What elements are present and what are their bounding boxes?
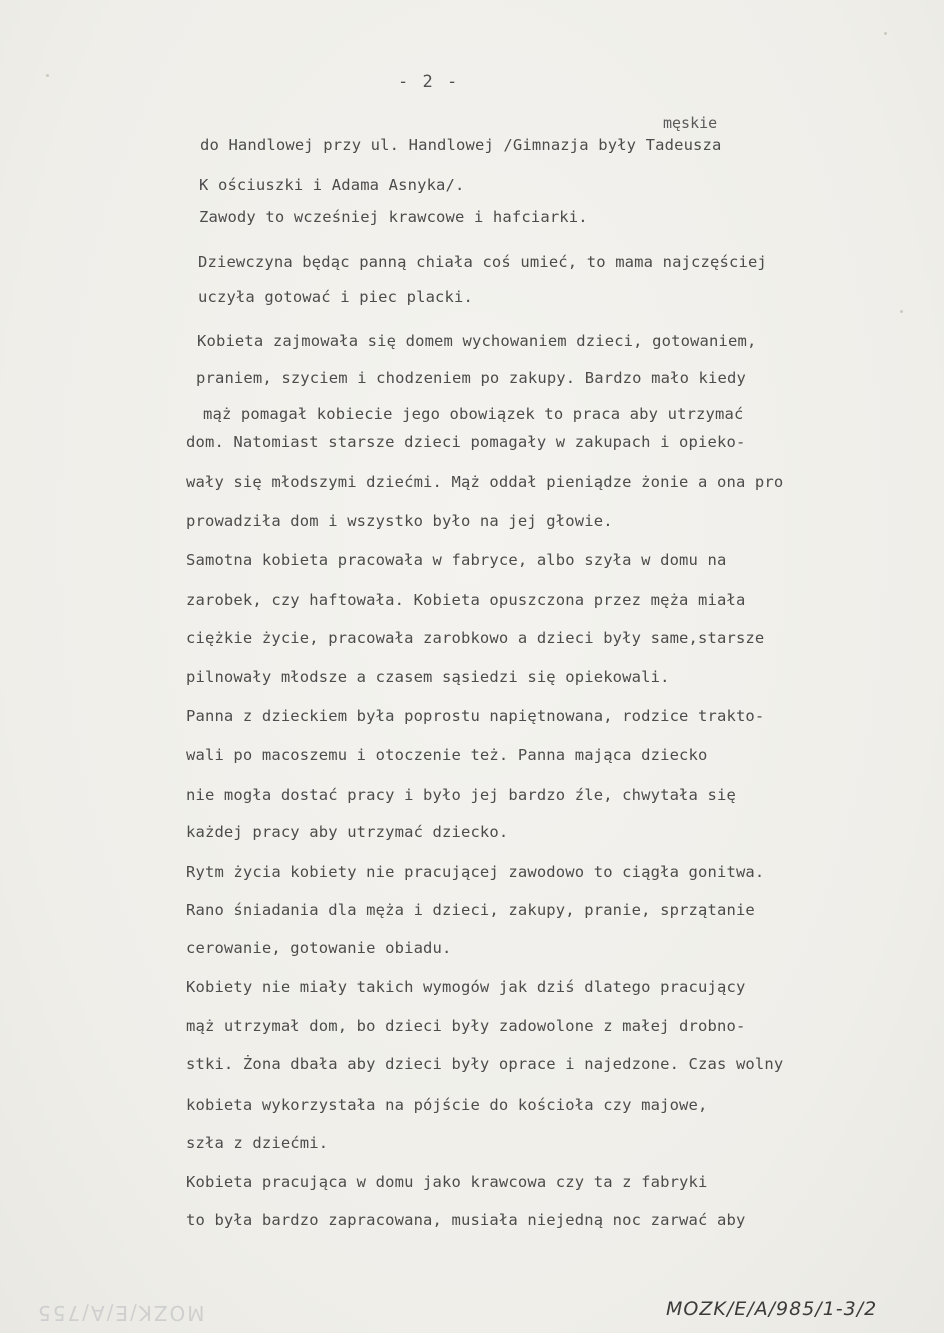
text-line: ciężkie życie, pracowała zarobkowo a dzieci były same,starsze <box>186 629 765 647</box>
text-line: każdej pracy aby utrzymać dziecko. <box>186 823 509 841</box>
text-line: K ościuszki i Adama Asnyka/. <box>199 176 465 194</box>
text-line: uczyła gotować i piec placki. <box>198 288 473 306</box>
text-line: pilnowały młodsze a czasem sąsiedzi się opiekowali. <box>186 668 670 686</box>
text-line: Panna z dzieckiem była poprostu napiętnowana, rodzice trakto- <box>186 707 765 725</box>
text-line: nie mogła dostać pracy i było jej bardzo źle, chwytała się <box>186 786 736 804</box>
text-line: zarobek, czy haftowała. Kobieta opuszczona przez męża miała <box>186 591 746 609</box>
text-line: wali po macoszemu i otoczenie też. Panna mająca dziecko <box>186 746 708 764</box>
text-line: to była bardzo zapracowana, musiała niejedną noc zarwać aby <box>186 1211 746 1229</box>
text-line: Samotna kobieta pracowała w fabryce, albo szyła w domu na <box>186 551 727 569</box>
text-line: Zawody to wcześniej krawcowe i hafciarki. <box>199 208 588 226</box>
text-line: do Handlowej przy ul. Handlowej /Gimnazja były Tadeusza <box>200 136 722 154</box>
text-line: cerowanie, gotowanie obiadu. <box>186 939 452 957</box>
text-line: szła z dziećmi. <box>186 1134 329 1152</box>
page-number: - 2 - <box>398 72 460 92</box>
text-line: Kobiety nie miały takich wymogów jak dziś dlatego pracujący <box>186 978 746 996</box>
text-line: mąż utrzymał dom, bo dzieci były zadowolone z małej drobno- <box>186 1017 746 1035</box>
text-line: Kobieta pracująca w domu jako krawcowa czy ta z fabryki <box>186 1173 708 1191</box>
text-line: Kobieta zajmowała się domem wychowaniem dzieci, gotowaniem, <box>197 332 757 350</box>
text-line: praniem, szyciem i chodzeniem po zakupy. Bardzo mało kiedy <box>196 369 746 387</box>
text-line: Rano śniadania dla męża i dzieci, zakupy, pranie, sprzątanie <box>186 901 755 919</box>
text-line: Rytm życia kobiety nie pracującej zawodowo to ciągła gonitwa. <box>186 863 765 881</box>
text-line: wały się młodszymi dziećmi. Mąż oddał pieniądze żonie a ona pro <box>186 473 784 491</box>
archive-reference: MOZK/E/A/985/1-3/2 <box>666 1298 878 1320</box>
text-line: dom. Natomiast starsze dzieci pomagały w zakupach i opieko- <box>186 433 746 451</box>
typed-insertion: męskie <box>663 114 718 132</box>
text-line: mąż pomagał kobiecie jego obowiązek to praca aby utrzymać <box>203 405 744 423</box>
text-line: kobieta wykorzystała na pójście do kościoła czy majowe, <box>186 1096 708 1114</box>
pencil-inventory-mark: MOZK/E/A/755 <box>36 1301 205 1325</box>
text-line: prowadziła dom i wszystko było na jej głowie. <box>186 512 613 530</box>
text-line: Dziewczyna będąc panną chiała coś umieć, to mama najczęściej <box>198 253 767 271</box>
text-line: stki. Żona dbała aby dzieci były oprace i najedzone. Czas wolny <box>186 1055 784 1073</box>
